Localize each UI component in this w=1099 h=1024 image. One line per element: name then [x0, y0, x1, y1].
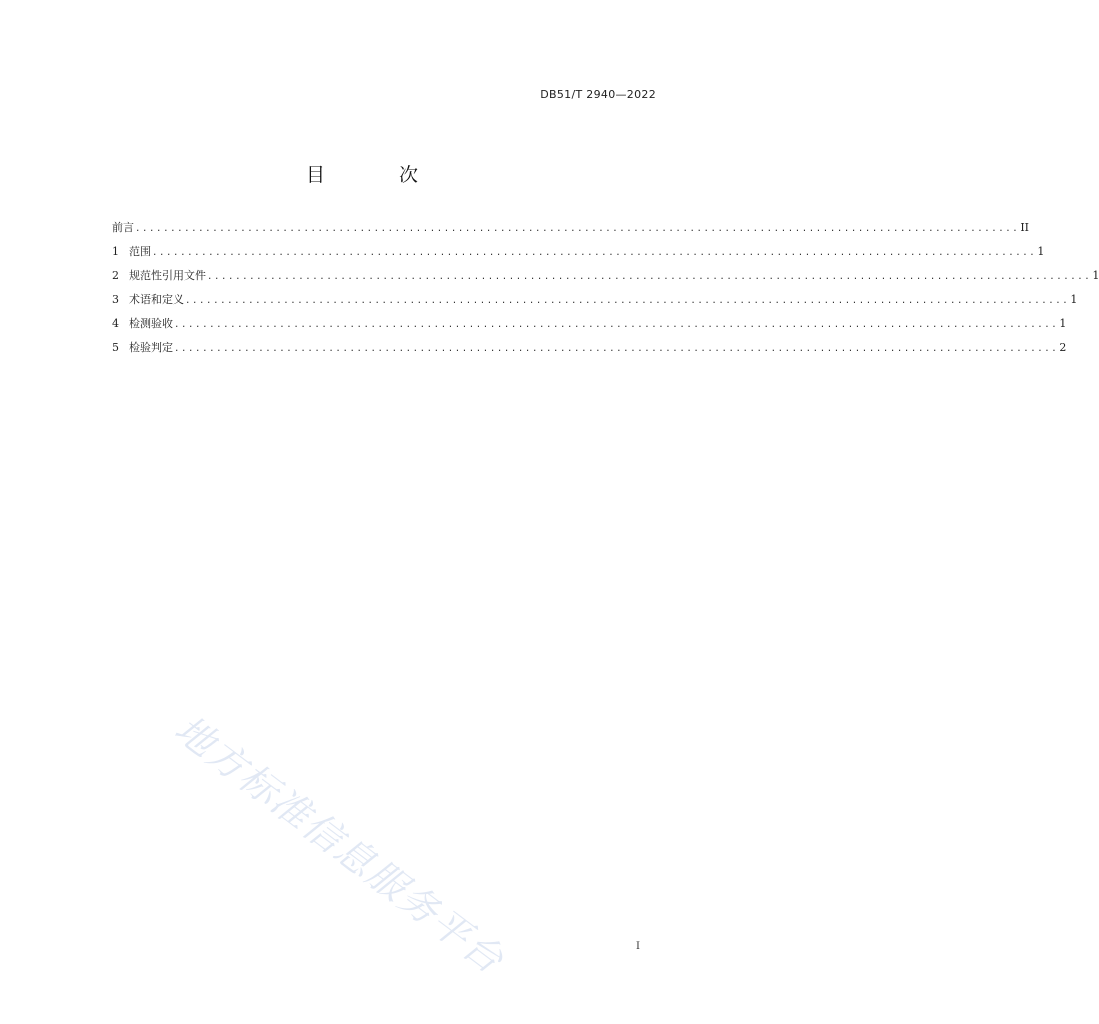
- toc-entry-label: 前言: [112, 221, 134, 234]
- toc-entry-page: 1: [1059, 317, 1067, 330]
- page-number: I: [636, 941, 640, 952]
- toc-entry-preface[interactable]: [112, 219, 1030, 243]
- toc-entry-judgement[interactable]: [112, 339, 1067, 363]
- toc-entry-number: 2: [112, 269, 119, 282]
- table-of-contents: [112, 219, 1099, 363]
- toc-entry-label: 范围: [129, 245, 151, 258]
- toc-leader-dots: ..............................................................................................................................: [185, 296, 1070, 306]
- toc-entry-number: 4: [112, 317, 119, 330]
- document-code: DB51/T 2940—2022: [540, 88, 656, 101]
- toc-entry-normative-references[interactable]: [112, 267, 1099, 291]
- toc-entry-terms-definitions[interactable]: [112, 291, 1078, 315]
- toc-entry-label: 检测验收: [129, 317, 173, 330]
- toc-entry-scope[interactable]: [112, 243, 1045, 267]
- toc-entry-page: 1: [1070, 293, 1078, 306]
- toc-entry-label: 规范性引用文件: [129, 269, 206, 282]
- page-title: 目 次: [305, 164, 453, 186]
- toc-leader-dots: ..............................................................................................................................: [135, 224, 1020, 234]
- toc-entry-label: 术语和定义: [129, 293, 184, 306]
- toc-leader-dots: ..............................................................................................................................: [174, 320, 1059, 330]
- toc-entry-page: 1: [1037, 245, 1045, 258]
- toc-entry-inspection-acceptance[interactable]: [112, 315, 1067, 339]
- toc-entry-label: 检验判定: [129, 341, 173, 354]
- toc-leader-dots: ..............................................................................................................................: [207, 272, 1092, 282]
- toc-entry-page: 1: [1092, 269, 1099, 282]
- toc-entry-number: 3: [112, 293, 119, 306]
- toc-entry-number: 5: [112, 341, 119, 354]
- watermark-text: 地方标准信息服务平台: [166, 706, 513, 983]
- toc-entry-number: 1: [112, 245, 119, 258]
- toc-entry-page: II: [1020, 221, 1030, 234]
- toc-entry-page: 2: [1059, 341, 1067, 354]
- toc-leader-dots: ..............................................................................................................................: [174, 344, 1059, 354]
- toc-leader-dots: ..............................................................................................................................: [152, 248, 1037, 258]
